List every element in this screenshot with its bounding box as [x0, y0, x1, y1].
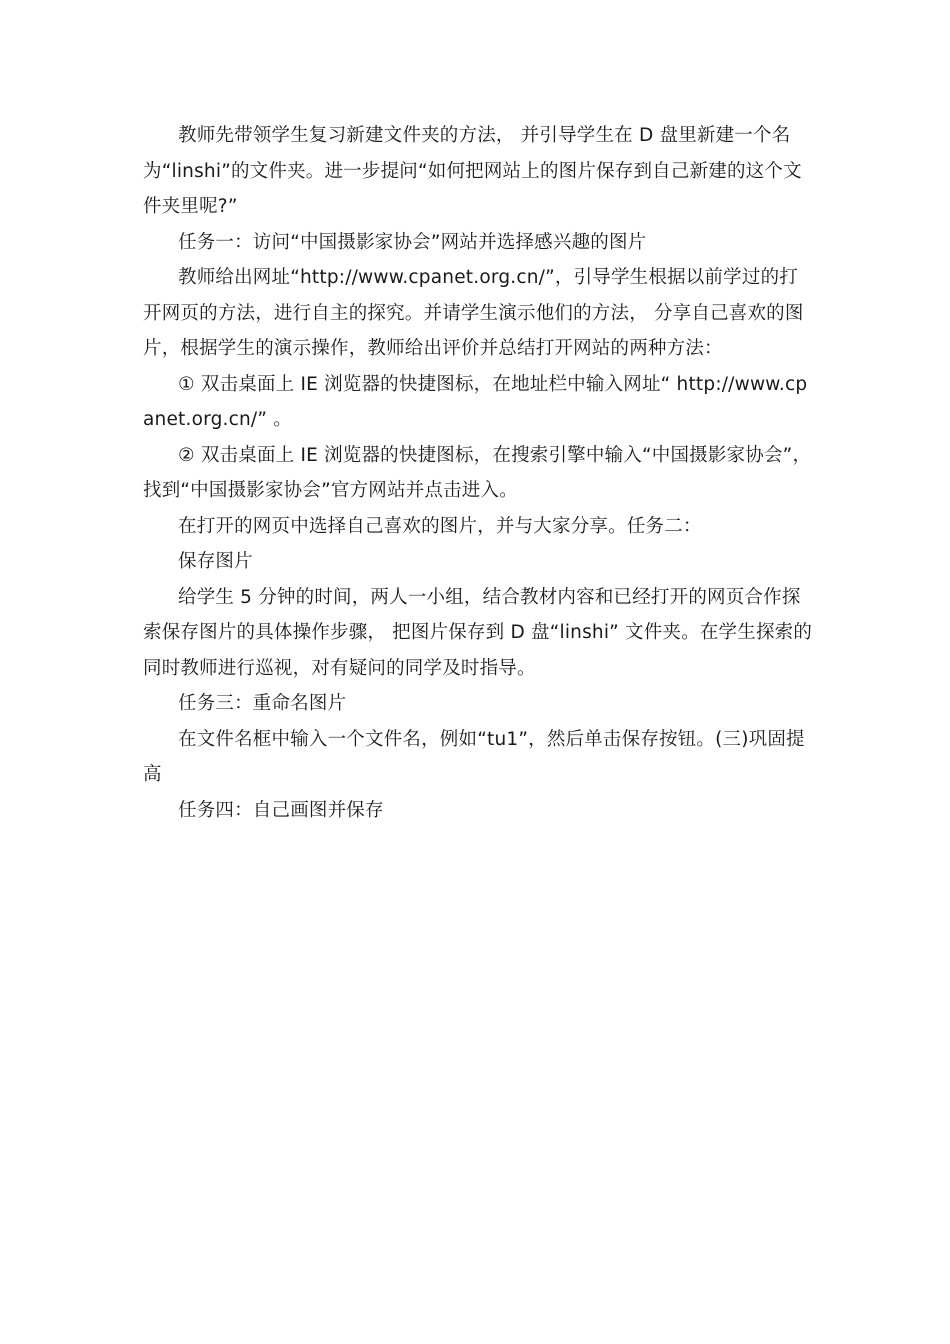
- paragraph-task3-heading: 任务三：重命名图片: [178, 693, 347, 714]
- paragraph-method-2: ② 双击桌面上 IE 浏览器的快捷图标，在搜索引擎中输入“中国摄影家协会”，找到“中国摄影家协会”官方网站并点击进入。: [143, 444, 812, 501]
- document-body: [143, 118, 815, 828]
- paragraph-task1-heading: 任务一：访问“中国摄影家协会”网站并选择感兴趣的图片: [178, 231, 647, 253]
- paragraph-task2-heading: 保存图片: [178, 551, 253, 572]
- paragraph-share: 在打开的网页中选择自己喜欢的图片，并与大家分享。任务二：: [178, 515, 702, 537]
- paragraph-task2-body: 给学生 5 分钟的时间，两人一小组，结合教材内容和已经打开的网页合作探索保存图片的具体操作步骤， 把图片保存到 D 盘“linshi” 文件夹。在学生探索的同时教师进行巡视，对有疑问的同学及时指导。: [143, 586, 813, 679]
- paragraph-task4-heading: 任务四：自己画图并保存: [178, 799, 384, 821]
- paragraph-intro: 教师先带领学生复习新建文件夹的方法， 并引导学生在 D 盘里新建一个名为“linshi”的文件夹。进一步提问“如何把网站上的图片保存到自己新建的这个文件夹里呢?”: [143, 125, 802, 217]
- paragraph-method-1: ① 双击桌面上 IE 浏览器的快捷图标，在地址栏中输入网址“ http://www.cpanet.org.cn/” 。: [143, 373, 808, 430]
- paragraph-task3-body: 在文件名框中输入一个文件名，例如“tu1”，然后单击保存按钮。(三)巩固提高: [143, 728, 805, 785]
- paragraph-task1-body: 教师给出网址“http://www.cpanet.org.cn/”，引导学生根据以前学过的打开网页的方法，进行自主的探究。并请学生演示他们的方法， 分享自己喜欢的图片，根据学生的演示操作，教师给出评价并总结打开网站的两种方法：: [143, 267, 804, 359]
